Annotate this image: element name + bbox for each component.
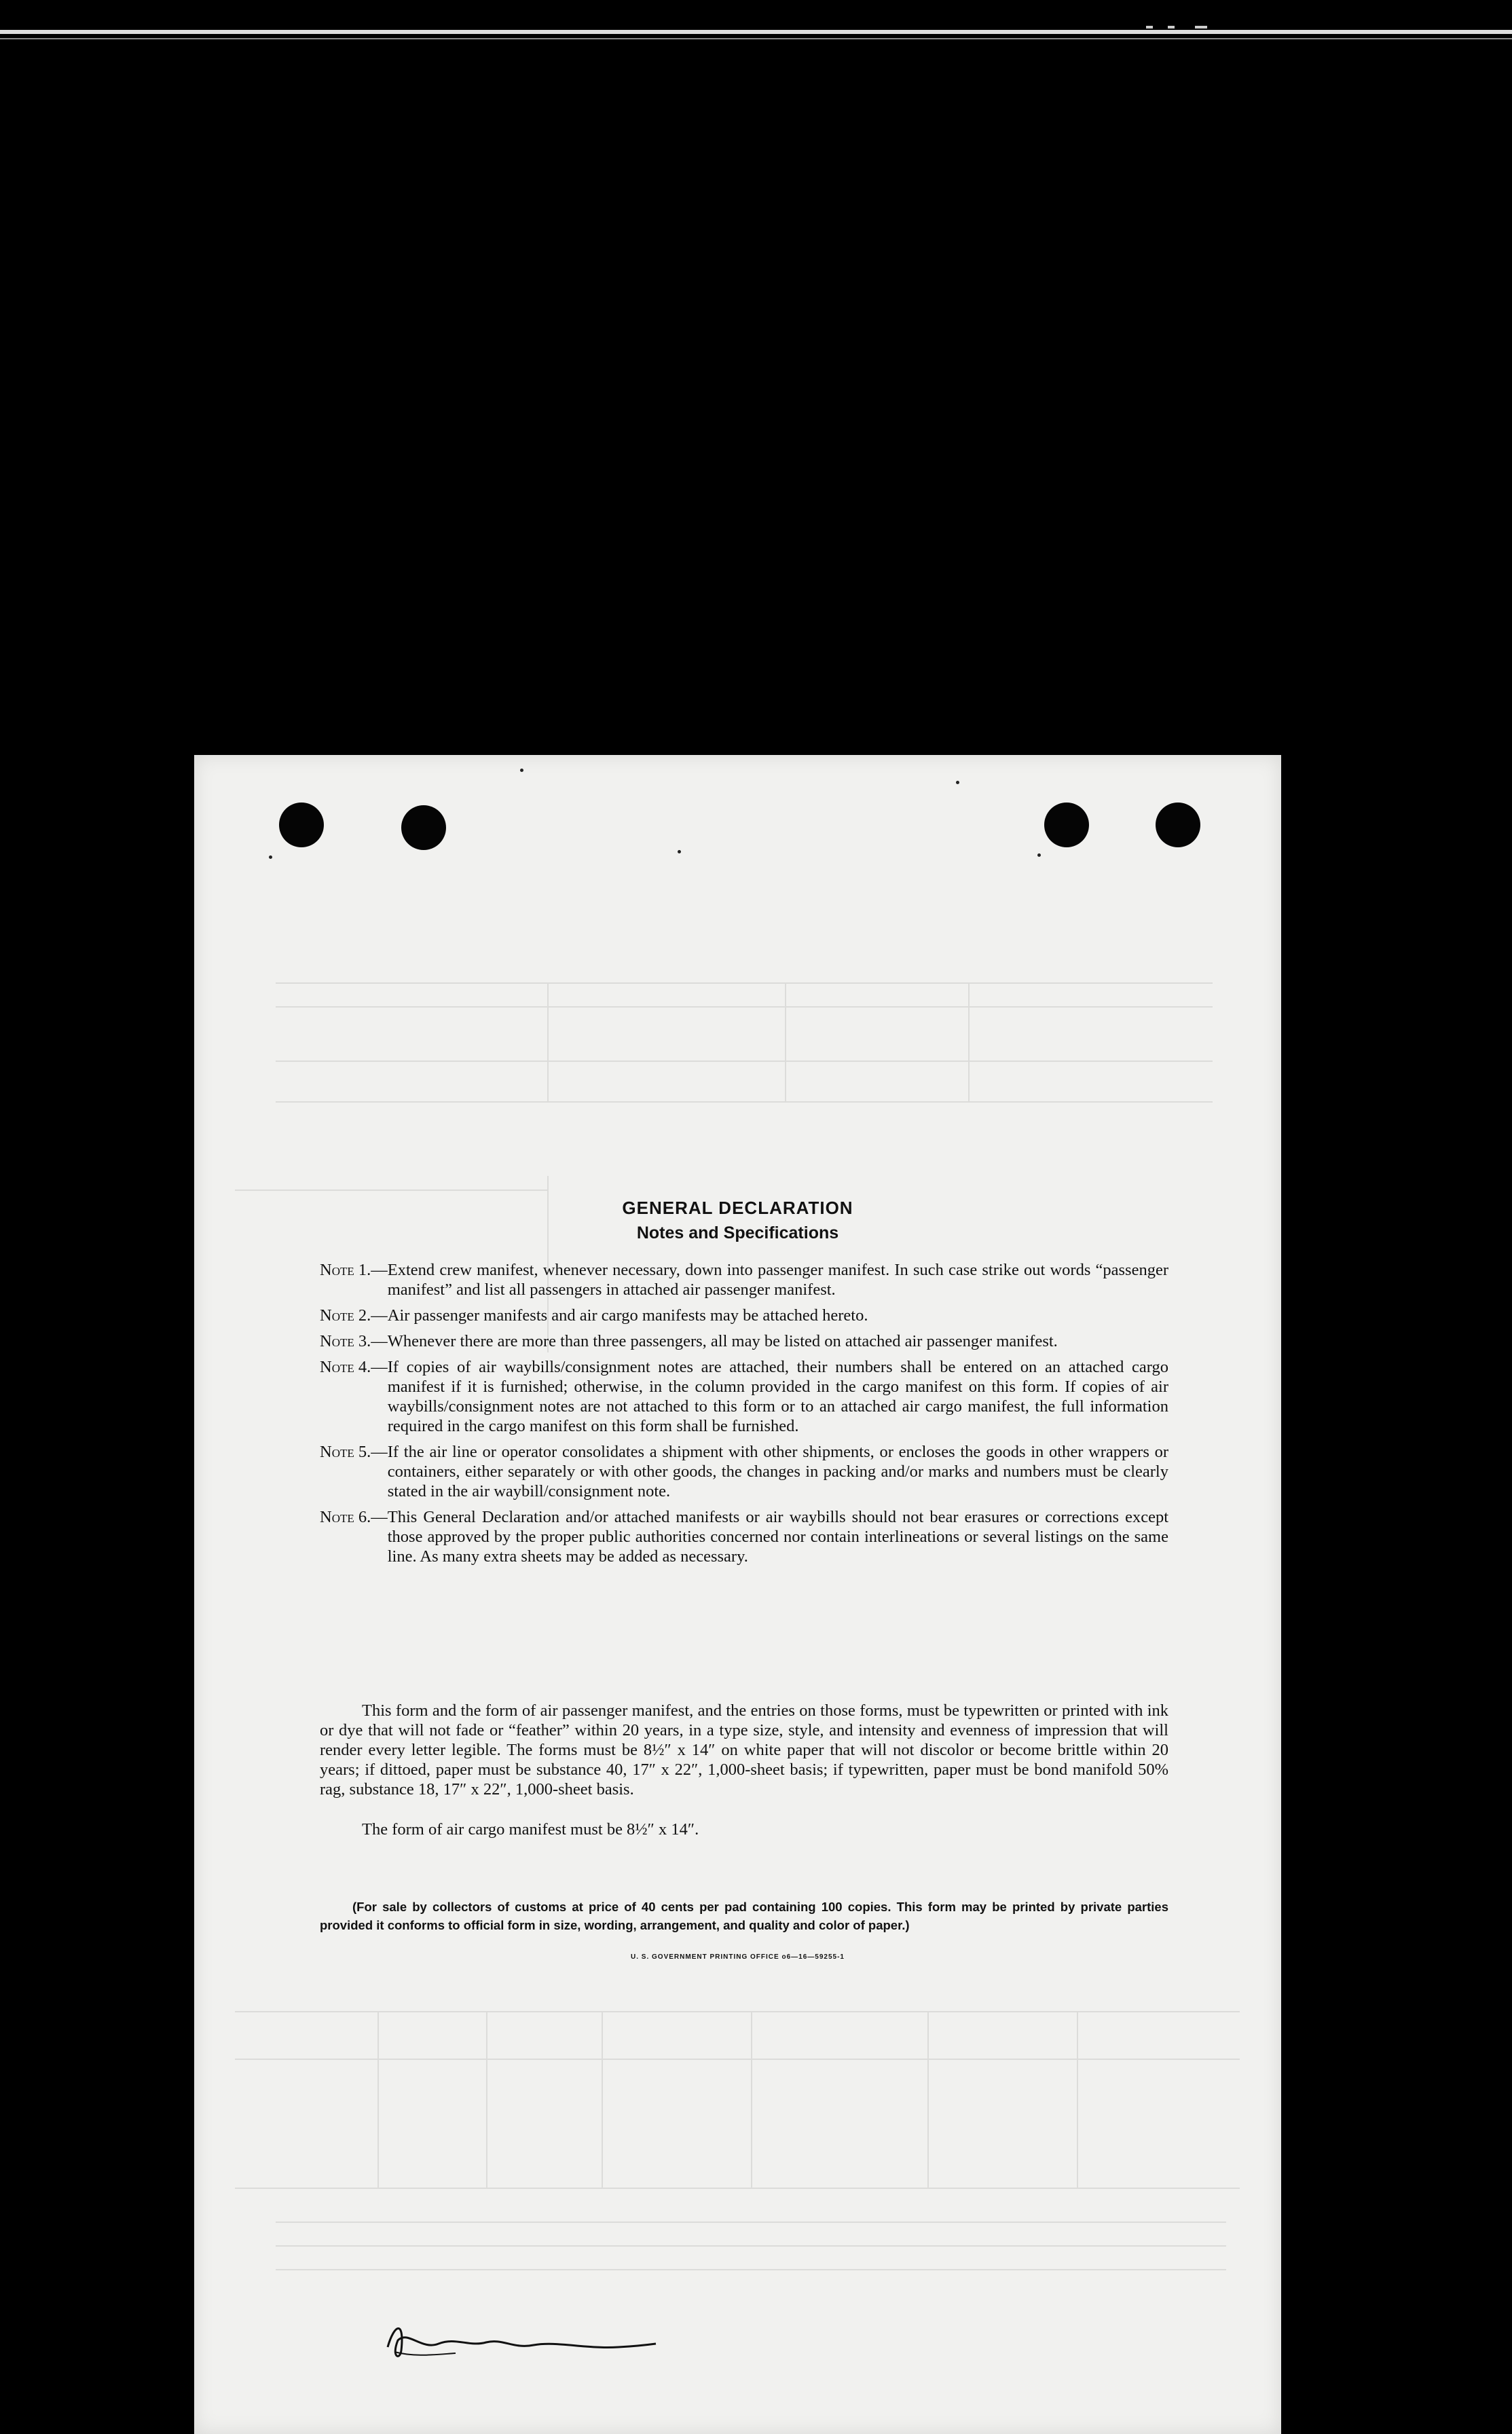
bleed-through-rule — [276, 1006, 1213, 1008]
bleed-through-rule — [602, 2011, 603, 2188]
punch-hole-icon — [401, 805, 446, 850]
bleed-through-rule — [276, 1101, 1213, 1103]
note-3 — [320, 1331, 1168, 1351]
note-5 — [320, 1442, 1168, 1501]
speck — [956, 781, 959, 784]
speck — [1037, 853, 1041, 857]
note-2 — [320, 1306, 1168, 1325]
bleed-through-rule — [235, 2188, 1240, 2189]
film-edge-rule — [0, 30, 1512, 34]
handwritten-signature-icon — [374, 2310, 659, 2374]
note-text: This General Declaration and/or attached manifests or air waybills should not bear erasures or corrections except those approved by the proper public authorities concerned nor contain interlineations or several listings on the same line. As many extra sheets may be added as necessary. — [387, 1508, 1168, 1566]
note-text: If copies of air waybills/consignment notes are attached, their numbers shall be entered on an attached cargo manifest if it is furnished; otherwise, in the column provided in the cargo manifest on this form. If copies of air waybills/consignment notes are not attached to this form or to an attached air cargo manifest, the full information required in the cargo manifest on this form shall be furnished. — [387, 1358, 1168, 1435]
punch-hole-icon — [1156, 803, 1200, 847]
printer-imprint: U. S. GOVERNMENT PRINTING OFFICE o6—16—59255-1 — [631, 1953, 845, 1961]
bleed-through-rule — [785, 982, 786, 1101]
film-edge-rule-thin — [0, 38, 1512, 39]
bleed-through-rule — [927, 2011, 929, 2188]
bleed-through-rule — [1077, 2011, 1078, 2188]
document-subtitle: Notes and Specifications — [636, 1223, 839, 1242]
note-4 — [320, 1357, 1168, 1436]
note-label: Note 1.— — [320, 1261, 388, 1279]
notes-list — [320, 1260, 1168, 1572]
bleed-through-rule — [276, 2245, 1226, 2247]
bleed-through-rule — [276, 2269, 1226, 2270]
note-label: Note 3.— — [320, 1332, 388, 1350]
sale-notice: (For sale by collectors of customs at price of 40 cents per pad containing 100 copies. This form may be printed by private parties provided it conforms to official form in size, wording, arrangement, and quality and color of paper.) — [320, 1900, 1168, 1932]
bleed-through-rule — [235, 2059, 1240, 2060]
note-6 — [320, 1507, 1168, 1566]
note-text: Extend crew manifest, whenever necessary, down into passenger manifest. In such case strike out words “passenger manifest” and list all passengers in attached air passenger manifest. — [387, 1261, 1168, 1299]
bleed-through-rule — [486, 2011, 487, 2188]
note-label: Note 6.— — [320, 1508, 388, 1526]
speck — [269, 855, 272, 859]
bleed-through-rule — [751, 2011, 752, 2188]
note-text: Air passenger manifests and air cargo manifests may be attached hereto. — [387, 1306, 868, 1325]
cargo-manifest-size-line: The form of air cargo manifest must be 8½″ x 14″. — [362, 1820, 699, 1839]
note-1 — [320, 1260, 1168, 1299]
bleed-through-rule — [547, 982, 549, 1101]
bleed-through-rule — [235, 2011, 1240, 2012]
bleed-through-rule — [276, 982, 1213, 984]
film-edge-mark — [1168, 26, 1175, 29]
specifications-paragraph: This form and the form of air passenger manifest, and the entries on those forms, must be typewritten or printed with ink or dye that will not fade or “feather” within 20 years, in a type size, style, and intensity and evenness of impression that will render every letter legible. The forms must be 8½″ x 14″ on white paper that will not discolor or become brittle within 20 years; if dittoed, paper must be substance 40, 17″ x 22″, 1,000-sheet basis; if typewritten, paper must be bond manifold 50% rag, substance 18, 17″ x 22″, 1,000-sheet basis. — [320, 1701, 1168, 1799]
note-label: Note 4.— — [320, 1358, 388, 1376]
speck — [520, 769, 523, 772]
speck — [678, 850, 681, 853]
note-label: Note 2.— — [320, 1306, 388, 1325]
punch-hole-icon — [279, 803, 324, 847]
bleed-through-rule — [276, 2221, 1226, 2223]
note-text: If the air line or operator consolidates a shipment with other shipments, or encloses the goods in other wrappers or containers, either separately or with other goods, the changes in packing and/or marks and numbers must be clearly stated in the air waybill/consignment note. — [387, 1443, 1168, 1500]
bleed-through-rule — [377, 2011, 379, 2188]
note-label: Note 5.— — [320, 1443, 388, 1461]
document-page — [194, 755, 1281, 2434]
film-edge-mark — [1195, 26, 1207, 29]
note-text: Whenever there are more than three passengers, all may be listed on attached air passenger manifest. — [387, 1332, 1058, 1350]
bleed-through-rule — [968, 982, 970, 1101]
bleed-through-rule — [235, 1190, 547, 1191]
film-edge-mark — [1146, 26, 1153, 29]
punch-hole-icon — [1044, 803, 1089, 847]
document-title: GENERAL DECLARATION — [622, 1198, 853, 1218]
bleed-through-rule — [276, 1061, 1213, 1062]
